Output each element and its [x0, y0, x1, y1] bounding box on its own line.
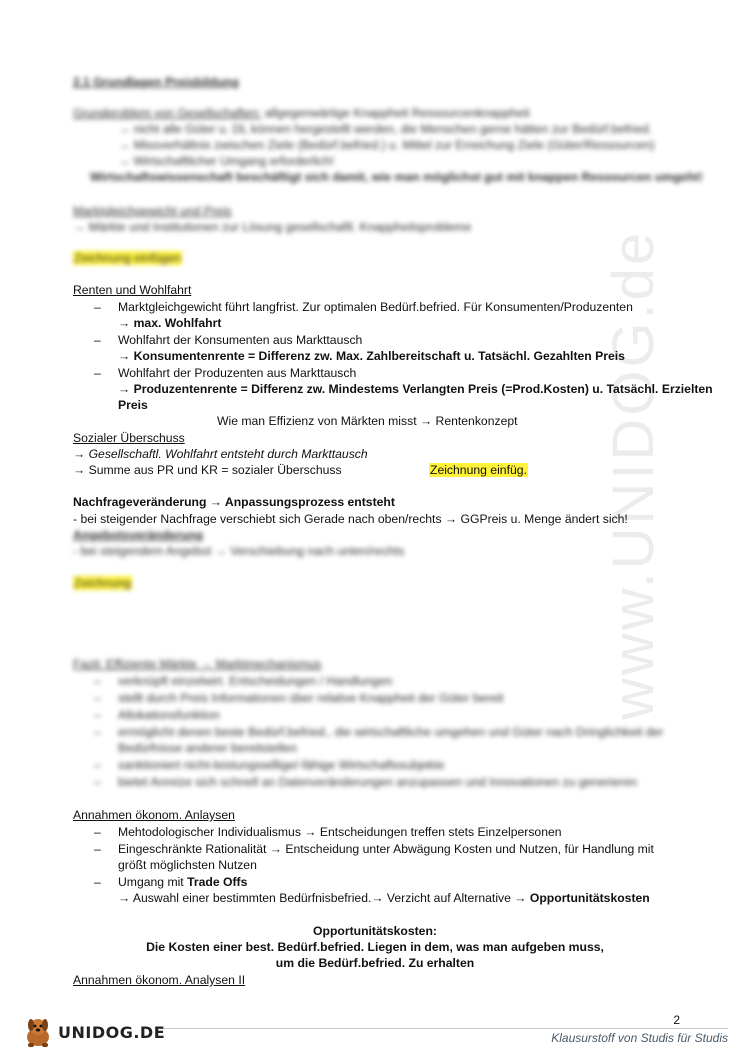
- watermark: www.UNIDOG.de: [601, 229, 666, 720]
- sozial-line-1: → Gesellschaftl. Wohlfahrt entsteht durch Markttausch: [73, 447, 368, 461]
- footer-tagline: Klausurstoff von Studis für Studis: [551, 1031, 728, 1045]
- renten-center-line: Wie man Effizienz von Märkten misst → Rentenkonzept: [217, 414, 518, 428]
- bullet-dash: –: [94, 674, 101, 688]
- sozial-heading: Sozialer Überschuss: [73, 431, 185, 445]
- bullet-dash: –: [94, 775, 101, 789]
- blurred-problem-line: Grundproblem von Gesellschaften: allgegenwärtige Knappheit Ressourcenknappheit: [73, 106, 530, 120]
- annahmen-item-3: Umgang mit Trade Offs: [118, 875, 248, 889]
- sozial-highlight: Zeichnung einfüg.: [430, 463, 527, 477]
- renten-item-3-result: → Produzentenrente = Differenz zw. Mindestems Verlangten Preis (=Prod.Kosten) u. Tatsächl. Erzielten: [118, 382, 713, 396]
- footer-divider: [160, 1028, 728, 1029]
- opportunity-title: Opportunitätskosten:: [313, 924, 437, 938]
- bullet-dash: –: [94, 366, 101, 380]
- nachfrage-line: - bei steigender Nachfrage verschiebt sich Gerade nach oben/rechts → GGPreis u. Menge ändert sich!: [73, 512, 628, 526]
- fazit-item-blurred: sanktioniert nicht-leistungswillige/-fähige Wirtschaftssubjekte: [118, 758, 445, 772]
- renten-item-1: Marktgleichgewicht führt langfrist. Zur optimalen Bedürf.befried. Für Konsumenten/Produzenten: [118, 300, 633, 314]
- bullet-dash: –: [94, 691, 101, 705]
- fazit-item-blurred: bietet Anreize sich schnell an Datenveränderungen anzupassen und Innovationen zu generieren: [118, 775, 638, 789]
- annahmen-item-2-cont: größt möglichsten Nutzen: [118, 858, 257, 872]
- opportunity-line-2: um die Bedürf.befried. Zu erhalten: [275, 956, 475, 970]
- renten-item-3: Wohlfahrt der Produzenten aus Markttausch: [118, 366, 357, 380]
- bullet-dash: –: [94, 758, 101, 772]
- fazit-item-blurred: ermöglicht denen beste Bedürf.befried., die wirtschaftliche umgehen und Güter nach Dringlichkeit der: [118, 725, 664, 739]
- sozial-line-2: → Summe aus PR und KR = sozialer Überschuss: [73, 463, 342, 477]
- angebot-highlight-blurred: Zeichnung: [74, 576, 131, 590]
- blurred-summary: Wirtschaftswissenschaft beschäftigt sich damit, wie man möglichst gut mit knappen Ressourcen umgeht!: [90, 170, 703, 184]
- fazit-item-blurred: verknüpft einzelwirt. Entscheidungen / Handlungen: [118, 674, 393, 688]
- angebot-line-blurred: - bei steigendem Angebot → Verschiebung nach unten/rechts: [73, 544, 405, 558]
- renten-item-1-result: → max. Wohlfahrt: [118, 316, 222, 330]
- page-number: 2: [673, 1013, 680, 1027]
- renten-item-3-result-cont: Preis: [118, 398, 148, 412]
- annahmen-item-1: Mehtodologischer Individualismus → Entscheidungen treffen stets Einzelpersonen: [118, 825, 562, 839]
- fazit-heading-blurred: Fazit: Effiziente Märkte → Marktmechanismus: [73, 657, 322, 671]
- fazit-item-blurred: Bedürfnisse anderer bereitstellen: [118, 741, 297, 755]
- unidog-logo: [22, 1014, 165, 1050]
- blurred-market-heading: Marktgleichgewicht und Preis: [73, 204, 232, 218]
- annahmen-item-3-sub: → Auswahl einer bestimmten Bedürfnisbefried.→ Verzicht auf Alternative → Opportunitätskosten: [118, 891, 650, 905]
- blurred-market-text: → Märkte und Institutionen zur Lösung gesellschaftl. Knappheitsprobleme: [73, 220, 472, 234]
- annahmen-heading: Annahmen ökonom. Anlaysen: [73, 808, 235, 822]
- blurred-highlight: Zeichnung einfügen: [74, 251, 182, 265]
- bullet-dash: –: [94, 842, 101, 856]
- bullet-dash: –: [94, 875, 101, 889]
- nachfrage-heading: Nachfrageveränderung → Anpassungsprozess entsteht: [73, 495, 395, 509]
- annahmen-item-2: Eingeschränkte Rationalität → Entscheidung unter Abwägung Kosten und Nutzen, für Handlung mit: [118, 842, 654, 856]
- angebot-heading-blurred: Angebotsveränderung: [73, 528, 204, 542]
- dog-mascot-icon: [22, 1015, 54, 1049]
- logo-text: UNIDOG.DE: [58, 1022, 166, 1042]
- fazit-item-blurred: Allokationsfunktion: [118, 708, 220, 722]
- bullet-dash: –: [94, 725, 101, 739]
- blurred-problem-item: → Wirtschaftlicher Umgang erforderlich!: [118, 154, 335, 168]
- bullet-dash: –: [94, 825, 101, 839]
- blurred-problem-item: → nicht alle Güter u. DL können hergestellt werden, die Menschen gerne hätten zur Bedürf.befried.: [118, 122, 653, 136]
- bullet-dash: –: [94, 333, 101, 347]
- renten-heading: Renten und Wohlfahrt: [73, 283, 192, 297]
- section-heading-blurred: 2.1 Grundlagen Preisbildung: [73, 75, 239, 89]
- renten-item-2: Wohlfahrt der Konsumenten aus Markttausch: [118, 333, 363, 347]
- bullet-dash: –: [94, 708, 101, 722]
- annahmen2-heading: Annahmen ökonom. Analysen II: [73, 973, 246, 987]
- blurred-problem-item: → Missverhältnis zwischen Ziele (Bedürf.befried.) u. Mittel zur Erreichung Ziele (Güter/Ressourcen): [118, 138, 655, 152]
- fazit-item-blurred: stellt durch Preis Informationen über relative Knappheit der Güter bereit: [118, 691, 504, 705]
- renten-item-2-result: → Konsumentenrente = Differenz zw. Max. Zahlbereitschaft u. Tatsächl. Gezahlten Preis: [118, 349, 625, 363]
- bullet-dash: –: [94, 300, 101, 314]
- opportunity-line-1: Die Kosten einer best. Bedürf.befried. Liegen in dem, was man aufgeben muss,: [146, 940, 604, 954]
